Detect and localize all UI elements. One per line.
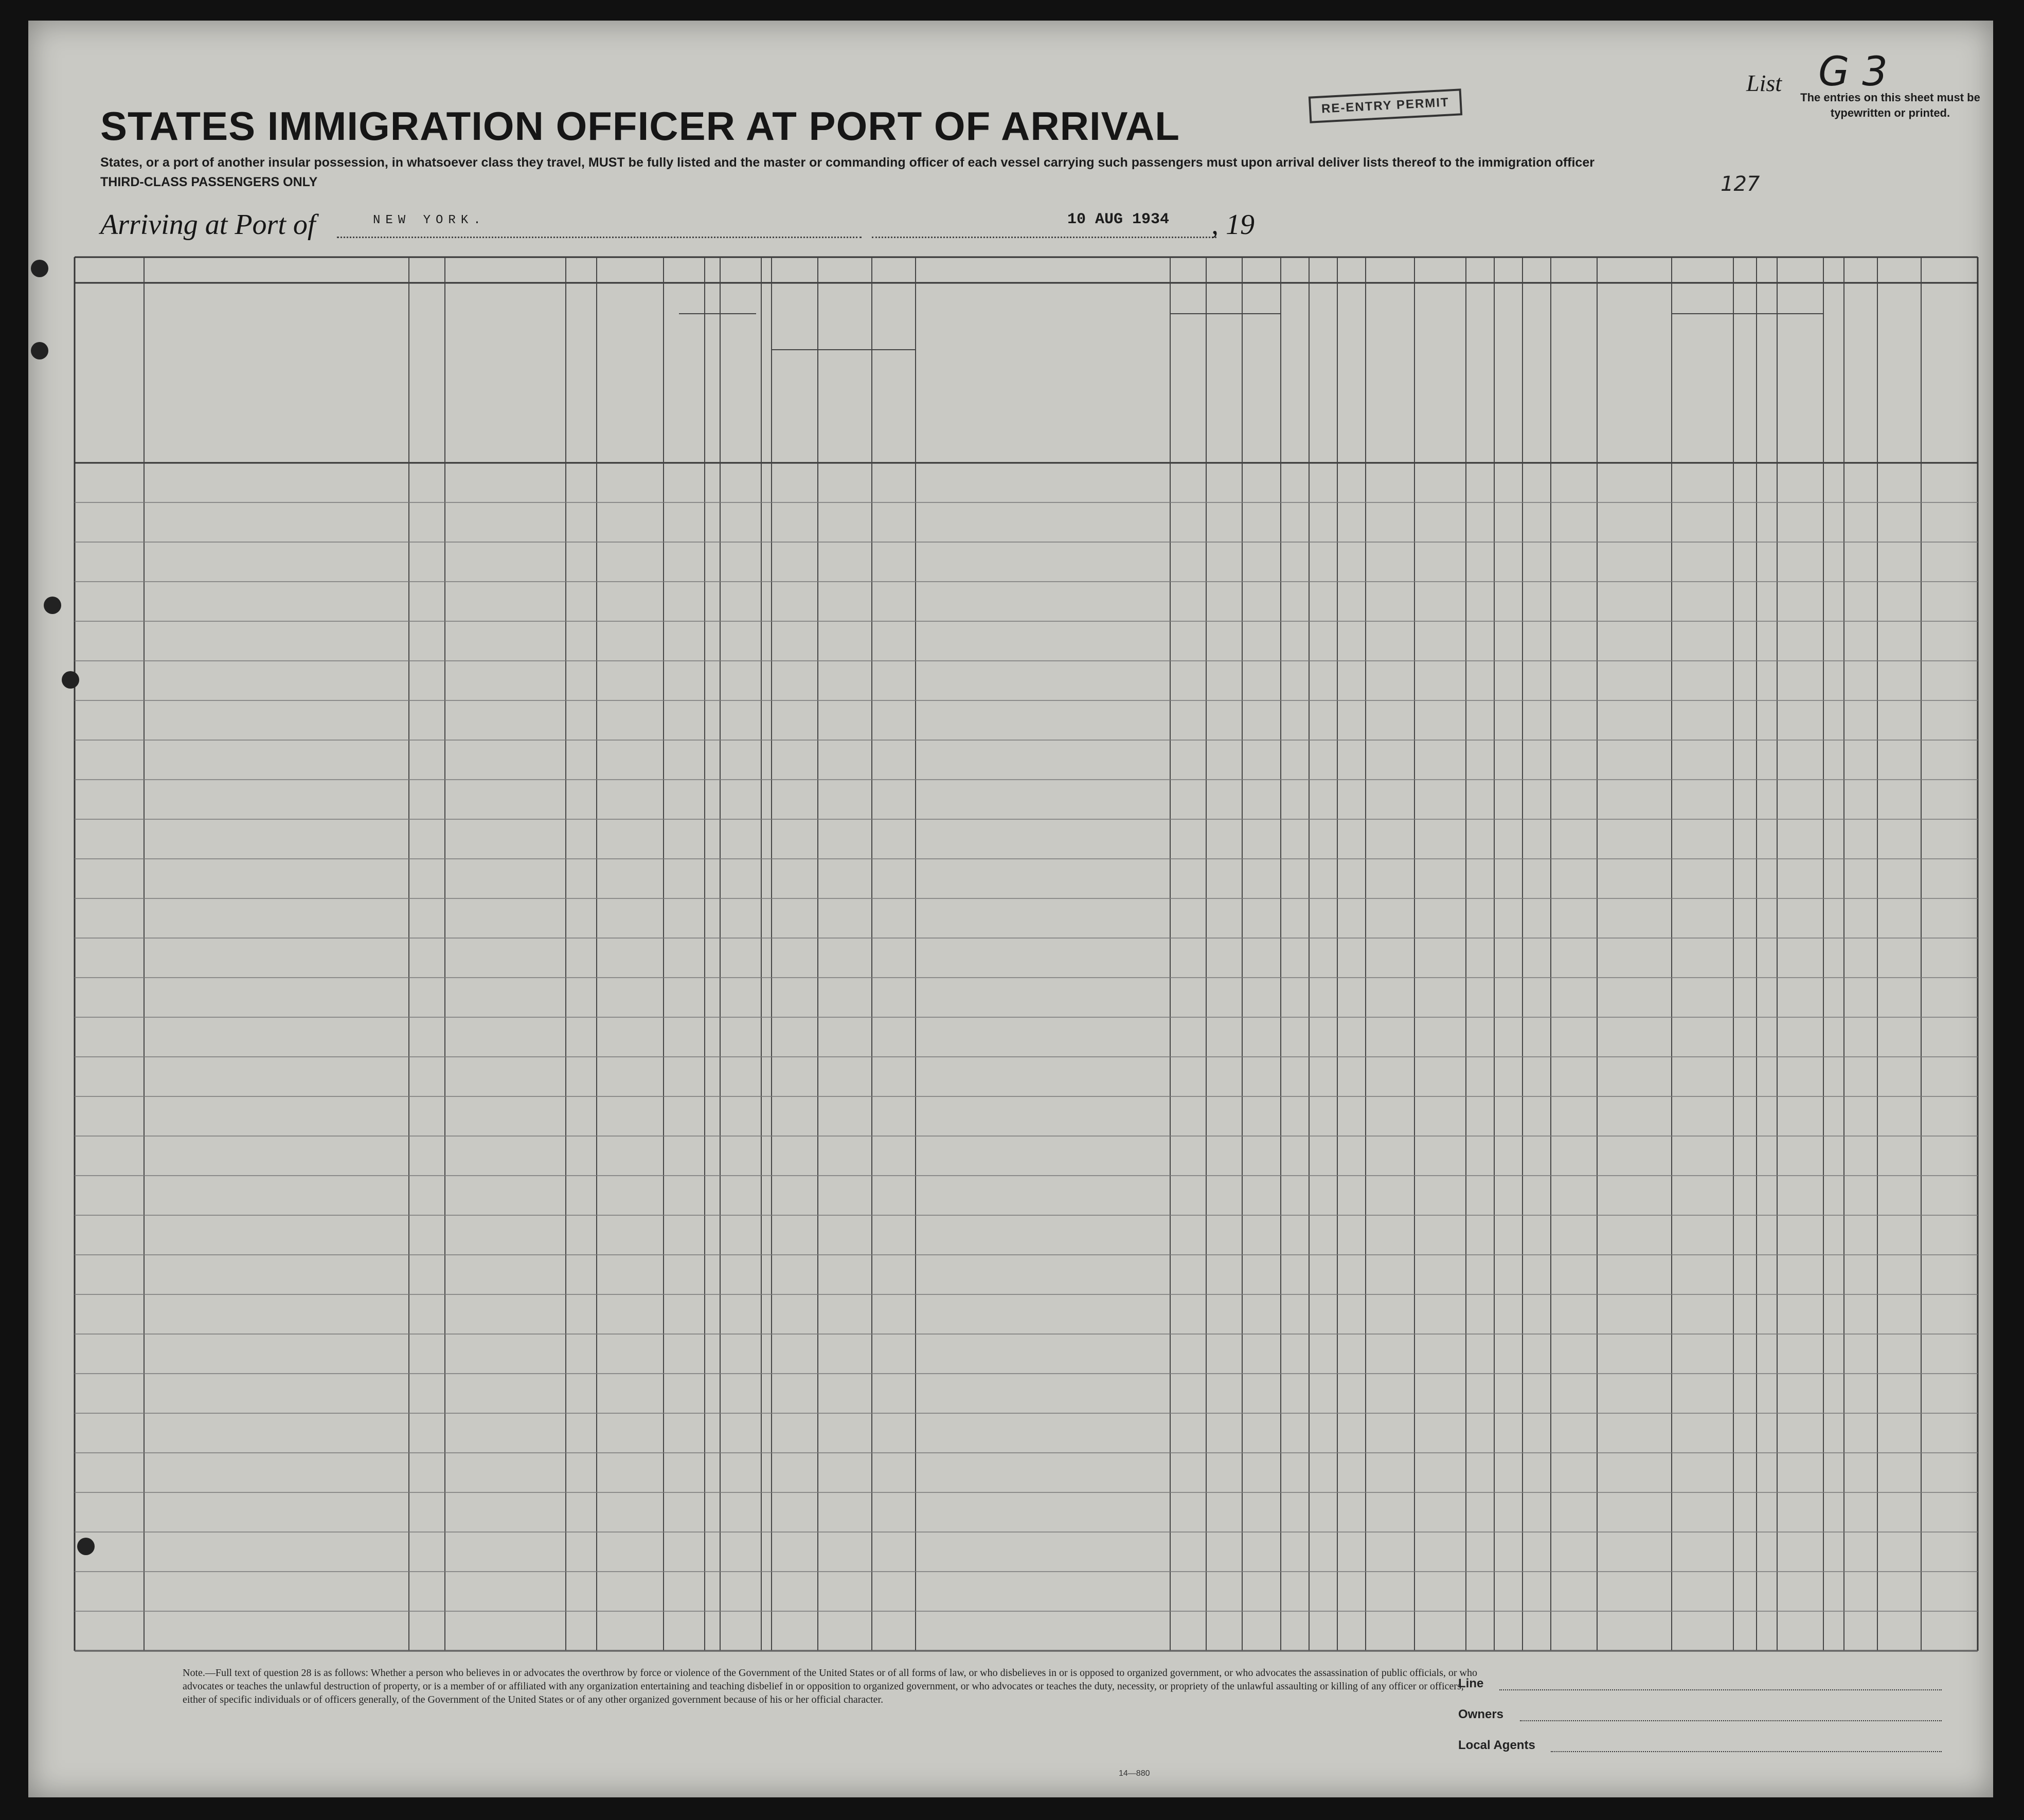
table-row	[28, 542, 1993, 582]
table-row	[28, 938, 1993, 978]
footnote-question-28: Note.—Full text of question 28 is as follows: Whether a person who believes in or advocates the overthrow by force or violence of the Government of the United States or of all forms of law, or who disbelieves in or is opposed to organized government, or who advocates the assassination of public officials, or who advocates or teaches the unlawful destruction of property, or is a member of or affiliated with any organization entertaining and teaching disbelief in or opposition to organized government, or who advocates or teaches the duty, necessity, or propriety of the unlawful assaulting or killing of any officer or officers, either of specific individuals or of officers generally, of the Government of the United States or of any other organized government because of his or her official character.	[183, 1667, 1477, 1705]
table-row	[28, 740, 1993, 780]
table-row	[28, 1215, 1993, 1255]
binder-hole	[62, 671, 79, 689]
binder-hole	[31, 342, 48, 359]
table-row	[28, 1176, 1993, 1215]
page-title: STATES IMMIGRATION OFFICER AT PORT OF ARRIVAL	[100, 103, 1180, 149]
table-row	[28, 1096, 1993, 1136]
owners-label: Owners	[1458, 1707, 1504, 1721]
header-prison	[1283, 319, 1307, 453]
binder-hole	[77, 1538, 95, 1555]
header-c31	[1496, 319, 1520, 453]
passenger-class: THIRD-CLASS PASSENGERS ONLY	[100, 175, 318, 189]
subtitle: States, or a port of another insular possession, in whatsoever class they travel, MUST be fully listed and the master or commanding officer of each vessel carrying such passengers must upon arrival deliver lists thereof to the immigration officer	[100, 155, 1595, 170]
header-purpose_b	[1208, 319, 1240, 453]
header-money	[666, 319, 703, 453]
table-row	[28, 819, 1993, 859]
header-ticket	[568, 319, 595, 453]
table-row	[28, 1057, 1993, 1096]
table-row	[28, 1611, 1993, 1651]
owners-field[interactable]	[1520, 1720, 1942, 1721]
table-row	[28, 1413, 1993, 1453]
local-agents-field[interactable]	[1551, 1751, 1942, 1752]
table-row	[28, 1572, 1993, 1611]
table-row	[28, 1532, 1993, 1572]
table-row	[28, 780, 1993, 819]
table-row	[28, 978, 1993, 1017]
table-row	[28, 1374, 1993, 1413]
binder-hole	[31, 260, 48, 277]
binder-hole	[44, 597, 61, 614]
list-number: G 3	[1818, 49, 1888, 95]
table-row	[28, 1017, 1993, 1057]
line-label: Line	[1458, 1677, 1484, 1690]
table-row	[28, 621, 1993, 661]
table-row	[28, 898, 1993, 938]
header-c30	[1468, 319, 1492, 453]
header-c28	[1368, 319, 1412, 453]
instructions: The entries on this sheet must be typewritten or printed.	[1800, 91, 1980, 119]
table-row	[28, 1492, 1993, 1532]
port-name: NEW YORK.	[373, 213, 486, 227]
reentry-permit-stamp: RE-ENTRY PERMIT	[1309, 88, 1462, 123]
header-purpose_a	[1172, 319, 1204, 453]
sheet-number: 127	[1721, 172, 1760, 196]
header-c29	[1417, 319, 1464, 453]
year-label: , 19	[1211, 209, 1255, 241]
list-label: List	[1746, 70, 1782, 96]
local-agents-label: Local Agents	[1458, 1738, 1535, 1752]
arriving-label: Arriving at Port of	[100, 209, 316, 241]
form-code: 14—880	[1119, 1769, 1150, 1778]
manifest-sheet	[28, 21, 1993, 1797]
table-row	[28, 1255, 1993, 1294]
table-row	[28, 463, 1993, 502]
header-polygamist	[1311, 319, 1335, 453]
table-row	[28, 582, 1993, 621]
table-row	[28, 1453, 1993, 1492]
table-row	[28, 1334, 1993, 1374]
table-row	[28, 1136, 1993, 1176]
table-row	[28, 502, 1993, 542]
header-purpose_c	[1244, 319, 1279, 453]
table-row	[28, 1294, 1993, 1334]
line-field[interactable]	[1499, 1689, 1942, 1690]
table-row	[28, 700, 1993, 740]
header-anarchist	[1339, 319, 1364, 453]
table-row	[28, 859, 1993, 898]
date-stamp: 10 AUG 1934	[1067, 211, 1170, 228]
table-row	[28, 661, 1993, 700]
